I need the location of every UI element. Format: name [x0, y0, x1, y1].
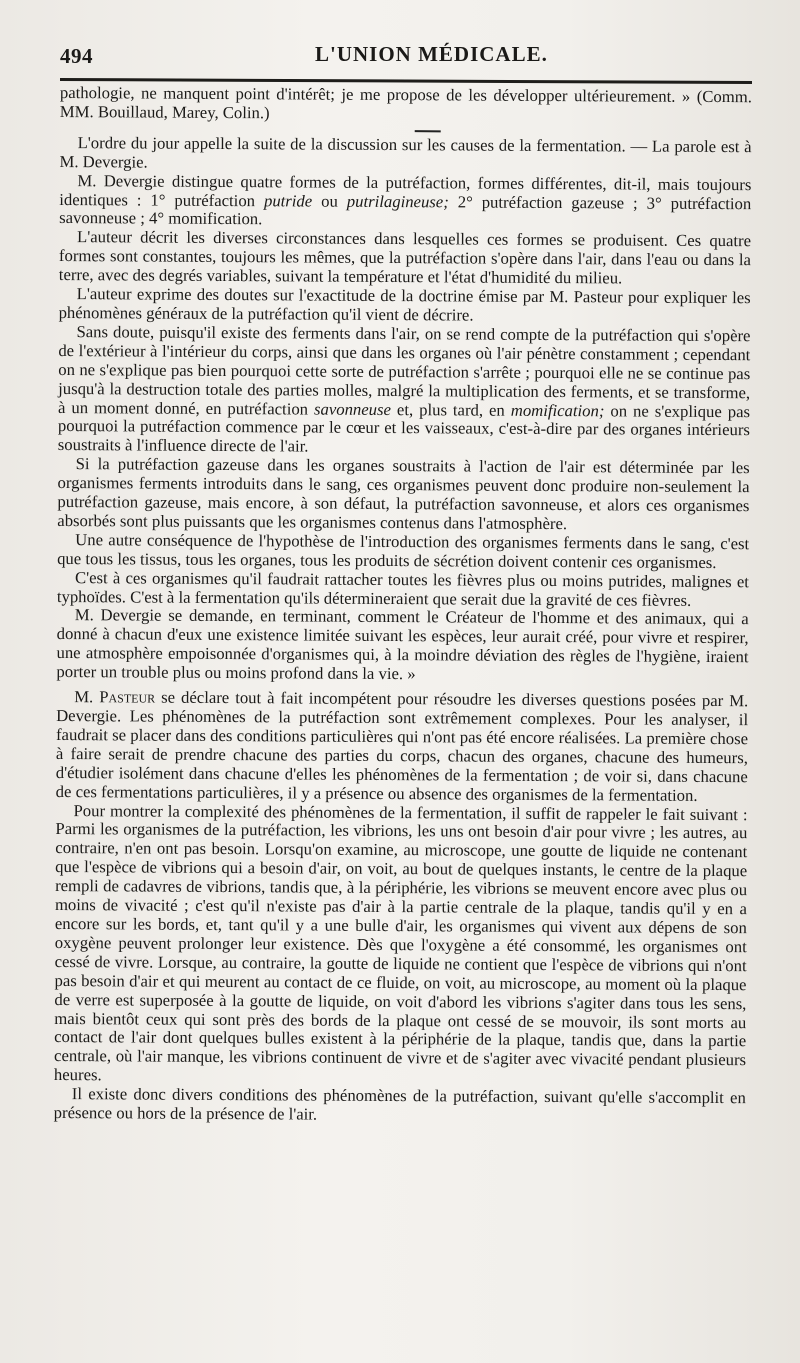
paragraph-7: Si la putréfaction gazeuse dans les organes soustraits à l'action de l'air est déterminée par les organismes ferments introduits dans le sang, ces organismes peuvent donc produire non-seulement la putréfaction gazeuse, mais encore, à son défaut, la putréfaction savonneuse, et alors ces organismes absorbés sont plus puissants que les organismes contenus dans l'atmosphère.	[57, 454, 750, 534]
paragraph-11	[56, 688, 749, 806]
p6-text-a: Sans doute, puisqu'il existe des ferments dans l'air, on se rend compte de la putréfaction qui s'opère de l'extérieur à l'intérieur du corps, ainsi que dans les organes où l'air pénètre constamment ; cependant on ne s'explique pas bien pourquoi cette sorte de putréfaction s'arrête ; pourquoi elle ne se continue pas jusqu'à la destruction totale des parties molles, malgré la multiplication des ferments, et se transforme, à un moment donné, en putréfaction	[57, 321, 751, 419]
journal-title: L'UNION MÉDICALE.	[315, 42, 548, 66]
p6-text-c: et, plus tard, en	[390, 399, 511, 420]
paragraph-12: Pour montrer la complexité des phénomènes de la fermentation, il suffit de rappeler le fait suivant : Parmi les organismes de la putréfaction, les vibrions, les uns ont besoin d'air pour vivre ; les autres, au contraire, n'en ont pas besoin. Lorsqu'on examine, au microscope, une goutte de liquide ne contenant que l'espèce de vibrions qui a besoin d'air, on voit, au bout de quelques instants, le centre de la plaque rempli de cadavres de vibrions, tandis que, à la périphérie, les vibrions se meuvent encore avec plus ou moins de vivacité ; c'est qu'il n'existe pas d'air à la partie centrale de la plaque, tandis qu'il y en a encore sur les bords, et, tant qu'il y a une bulle d'air, les organismes qui vivent aux dépens de son oxygène peuvent prolonger leur existence. Dès que l'oxygène a été consommé, les organismes ont cessé de vivre. Lorsque, au contraire, la goutte de liquide ne contient que l'espèce de vibrions qui n'ont pas besoin d'air et qui meurent au contact de ce fluide, on voit, au microscope, au moment où la plaque de verre est superposée à la goutte de liquide, on voit d'abord les vibrions s'agiter dans tous les sens, mais bientôt ceux qui sont près des bords de la plaque ont cessé de se mouvoir, ils sont morts au contact de l'air dont quelques bulles existent à la périphérie de la plaque, tandis que, dans la partie centrale, où l'air manque, les vibrions continuent de vivre et de s'agiter avec vivacité pendant plusieurs heures.	[53, 800, 748, 1085]
running-header	[60, 40, 750, 80]
p3-italic-putrilagineuse: putrilagineuse;	[346, 191, 449, 211]
page-number: 494	[60, 44, 93, 68]
paragraph-1: pathologie, ne manquent point d'intérêt; je me propose de les développer ultérieurement. » (Comm. MM. Bouillaud, Marey, Colin.)	[59, 83, 752, 123]
paragraph-6	[58, 323, 751, 460]
paragraph-10: M. Devergie se demande, en terminant, comment le Créateur de l'homme et des animaux, qui a donné à chacun d'eux une existence limitée suivant les espèces, leur aurait créé, pour vivre et respirer, une atmosphère empoisonnée d'organismes qui, à la moindre déviation des règles de l'hygiène, iraient porter un trouble plus ou moins profond dans la vie. »	[56, 605, 749, 684]
paragraph-2: L'ordre du jour appelle la suite de la discussion sur les causes de la fermentation. — La parole est à M. Devergie.	[59, 132, 752, 172]
p6-italic-savonneuse: savonneuse	[313, 399, 392, 419]
paragraph-13: Il existe donc divers conditions des phénomènes de la putréfaction, suivant qu'elle s'accomplit en présence ou hors de la présence de l'air.	[53, 1084, 746, 1124]
paragraph-3	[59, 172, 751, 233]
p3-italic-putride: putride	[263, 190, 313, 211]
section-divider	[415, 130, 441, 132]
p11-text-a: M.	[74, 687, 100, 707]
p6-text-e: on ne s'explique pas pourquoi la putréfaction commence par le cœur et les vaisseaux, c'est-à-dire par des organes intérieurs soustraits à l'influence directe de l'air.	[57, 400, 751, 456]
p6-italic-momification: momification;	[510, 400, 605, 420]
p3-text-a: M. Devergie distingue quatre formes de la putréfaction, formes différentes, dit-il, mais toujours identiques : 1° putréfaction	[59, 170, 752, 210]
paragraph-8: Une autre conséquence de l'hypothèse de l'introduction des organismes ferments dans le sang, c'est que tous les tissus, tous les organes, tous les produits de sécrétion doivent contenir ces organismes.	[57, 529, 750, 572]
p11-text-c: se déclare tout à fait incompétent pour résoudre les diverses questions posées par M. Devergie. Les phénomènes de la putréfaction sont extrêmement complexes. Pour les analyser, il faudrait se placer dans des conditions particulières qui n'ont pas été encore réalisées. La première chose à faire serait de prendre chacune des parties du corps, chacun des organes, chacune des humeurs, d'étudier isolément dans chacune d'elles les phénomènes de la fermentation ; de voir si, dans chacune de ces fermentations particulières, il y a présence ou absence des organismes de la fermentation.	[55, 687, 749, 805]
p3-text-c: ou	[312, 191, 347, 211]
p11-name-pasteur: Pasteur	[99, 687, 156, 707]
p3-text-e: 2° putréfaction gazeuse ; 3° putréfaction savonneuse ; 4° momification.	[59, 191, 752, 229]
paragraph-4: L'auteur décrit les diverses circonstances dans lesquelles ces formes se produisent. Ces quatre formes sont constantes, toujours les mêmes, que la putréfaction s'opère dans l'air, dans l'eau ou dans la terre, avec des degrés variables, suivant la température et l'état d'humidité du milieu.	[58, 227, 752, 288]
paragraph-5: L'auteur exprime des doutes sur l'exactitude de la doctrine émise par M. Pasteur pour expliquer les phénomènes généraux de la putréfaction qu'il vient de décrire.	[58, 284, 751, 325]
paragraph-9: C'est à ces organismes qu'il faudrait rattacher toutes les fièvres plus ou moins putrides, malignes et typhoïdes. C'est à la fermentation qu'ils détermineraient que serait due la gravité de ces fièvres.	[56, 567, 750, 610]
body-text	[54, 84, 752, 1127]
